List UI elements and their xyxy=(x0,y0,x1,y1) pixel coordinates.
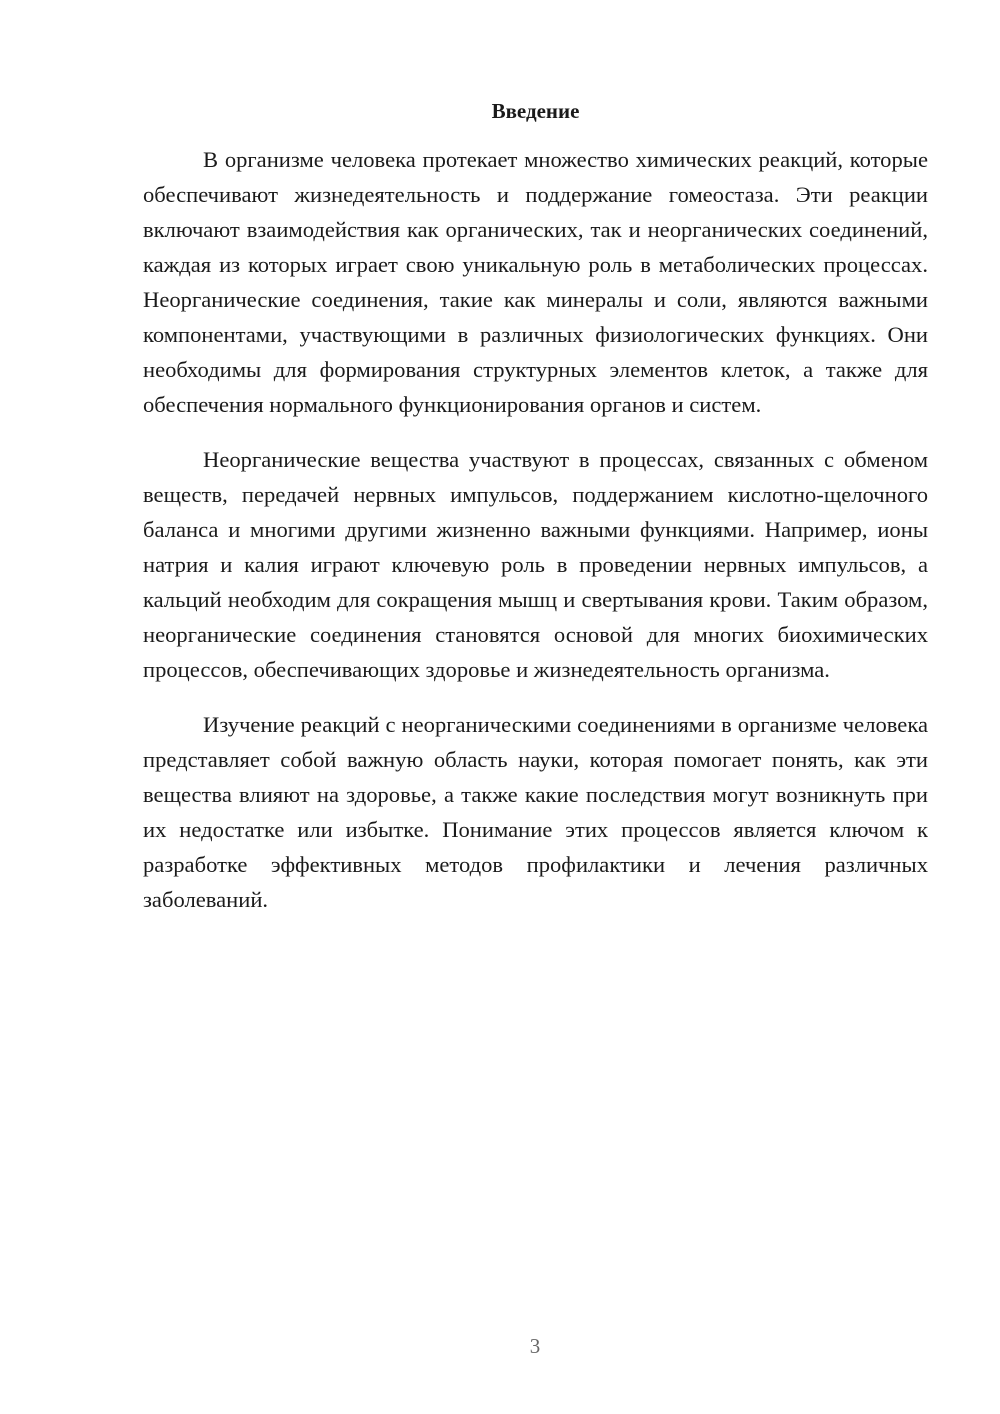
page-number: 3 xyxy=(529,1334,541,1358)
body-text xyxy=(143,142,928,937)
paragraph-3: Изучение реакций с неорганическими соединениями в организме человека представляет собой важную область науки, которая помогает понять, как эти вещества влияют на здоровье, а также какие последствия могут возникнуть при их недостатке или избытке. Понимание этих процессов является ключом к разработке эффективных методов профилактики и лечения различных заболеваний. xyxy=(143,712,928,912)
paragraph-2: Неорганические вещества участвуют в процессах, связанных с обменом веществ, передачей нервных импульсов, поддержанием кислотно-щелочного баланса и многими другими жизненно важными функциями. Например, ионы натрия и калия играют ключевую роль в проведении нервных импульсов, а кальций необходим для сокращения мышц и свертывания крови. Таким образом, неорганические соединения становятся основой для многих биохимических процессов, обеспечивающих здоровье и жизнедеятельность организма. xyxy=(143,447,928,682)
paragraph-1: В организме человека протекает множество химических реакций, которые обеспечивают жизнедеятельность и поддержание гомеостаза. Эти реакции включают взаимодействия как органических, так и неорганических соединений, каждая из которых играет свою уникальную роль в метаболических процессах. Неорганические соединения, такие как минералы и соли, являются важными компонентами, участвующими в различных физиологических функциях. Они необходимы для формирования структурных элементов клеток, а также для обеспечения нормального функционирования органов и систем. xyxy=(143,147,928,417)
page-title: Введение xyxy=(491,99,580,123)
